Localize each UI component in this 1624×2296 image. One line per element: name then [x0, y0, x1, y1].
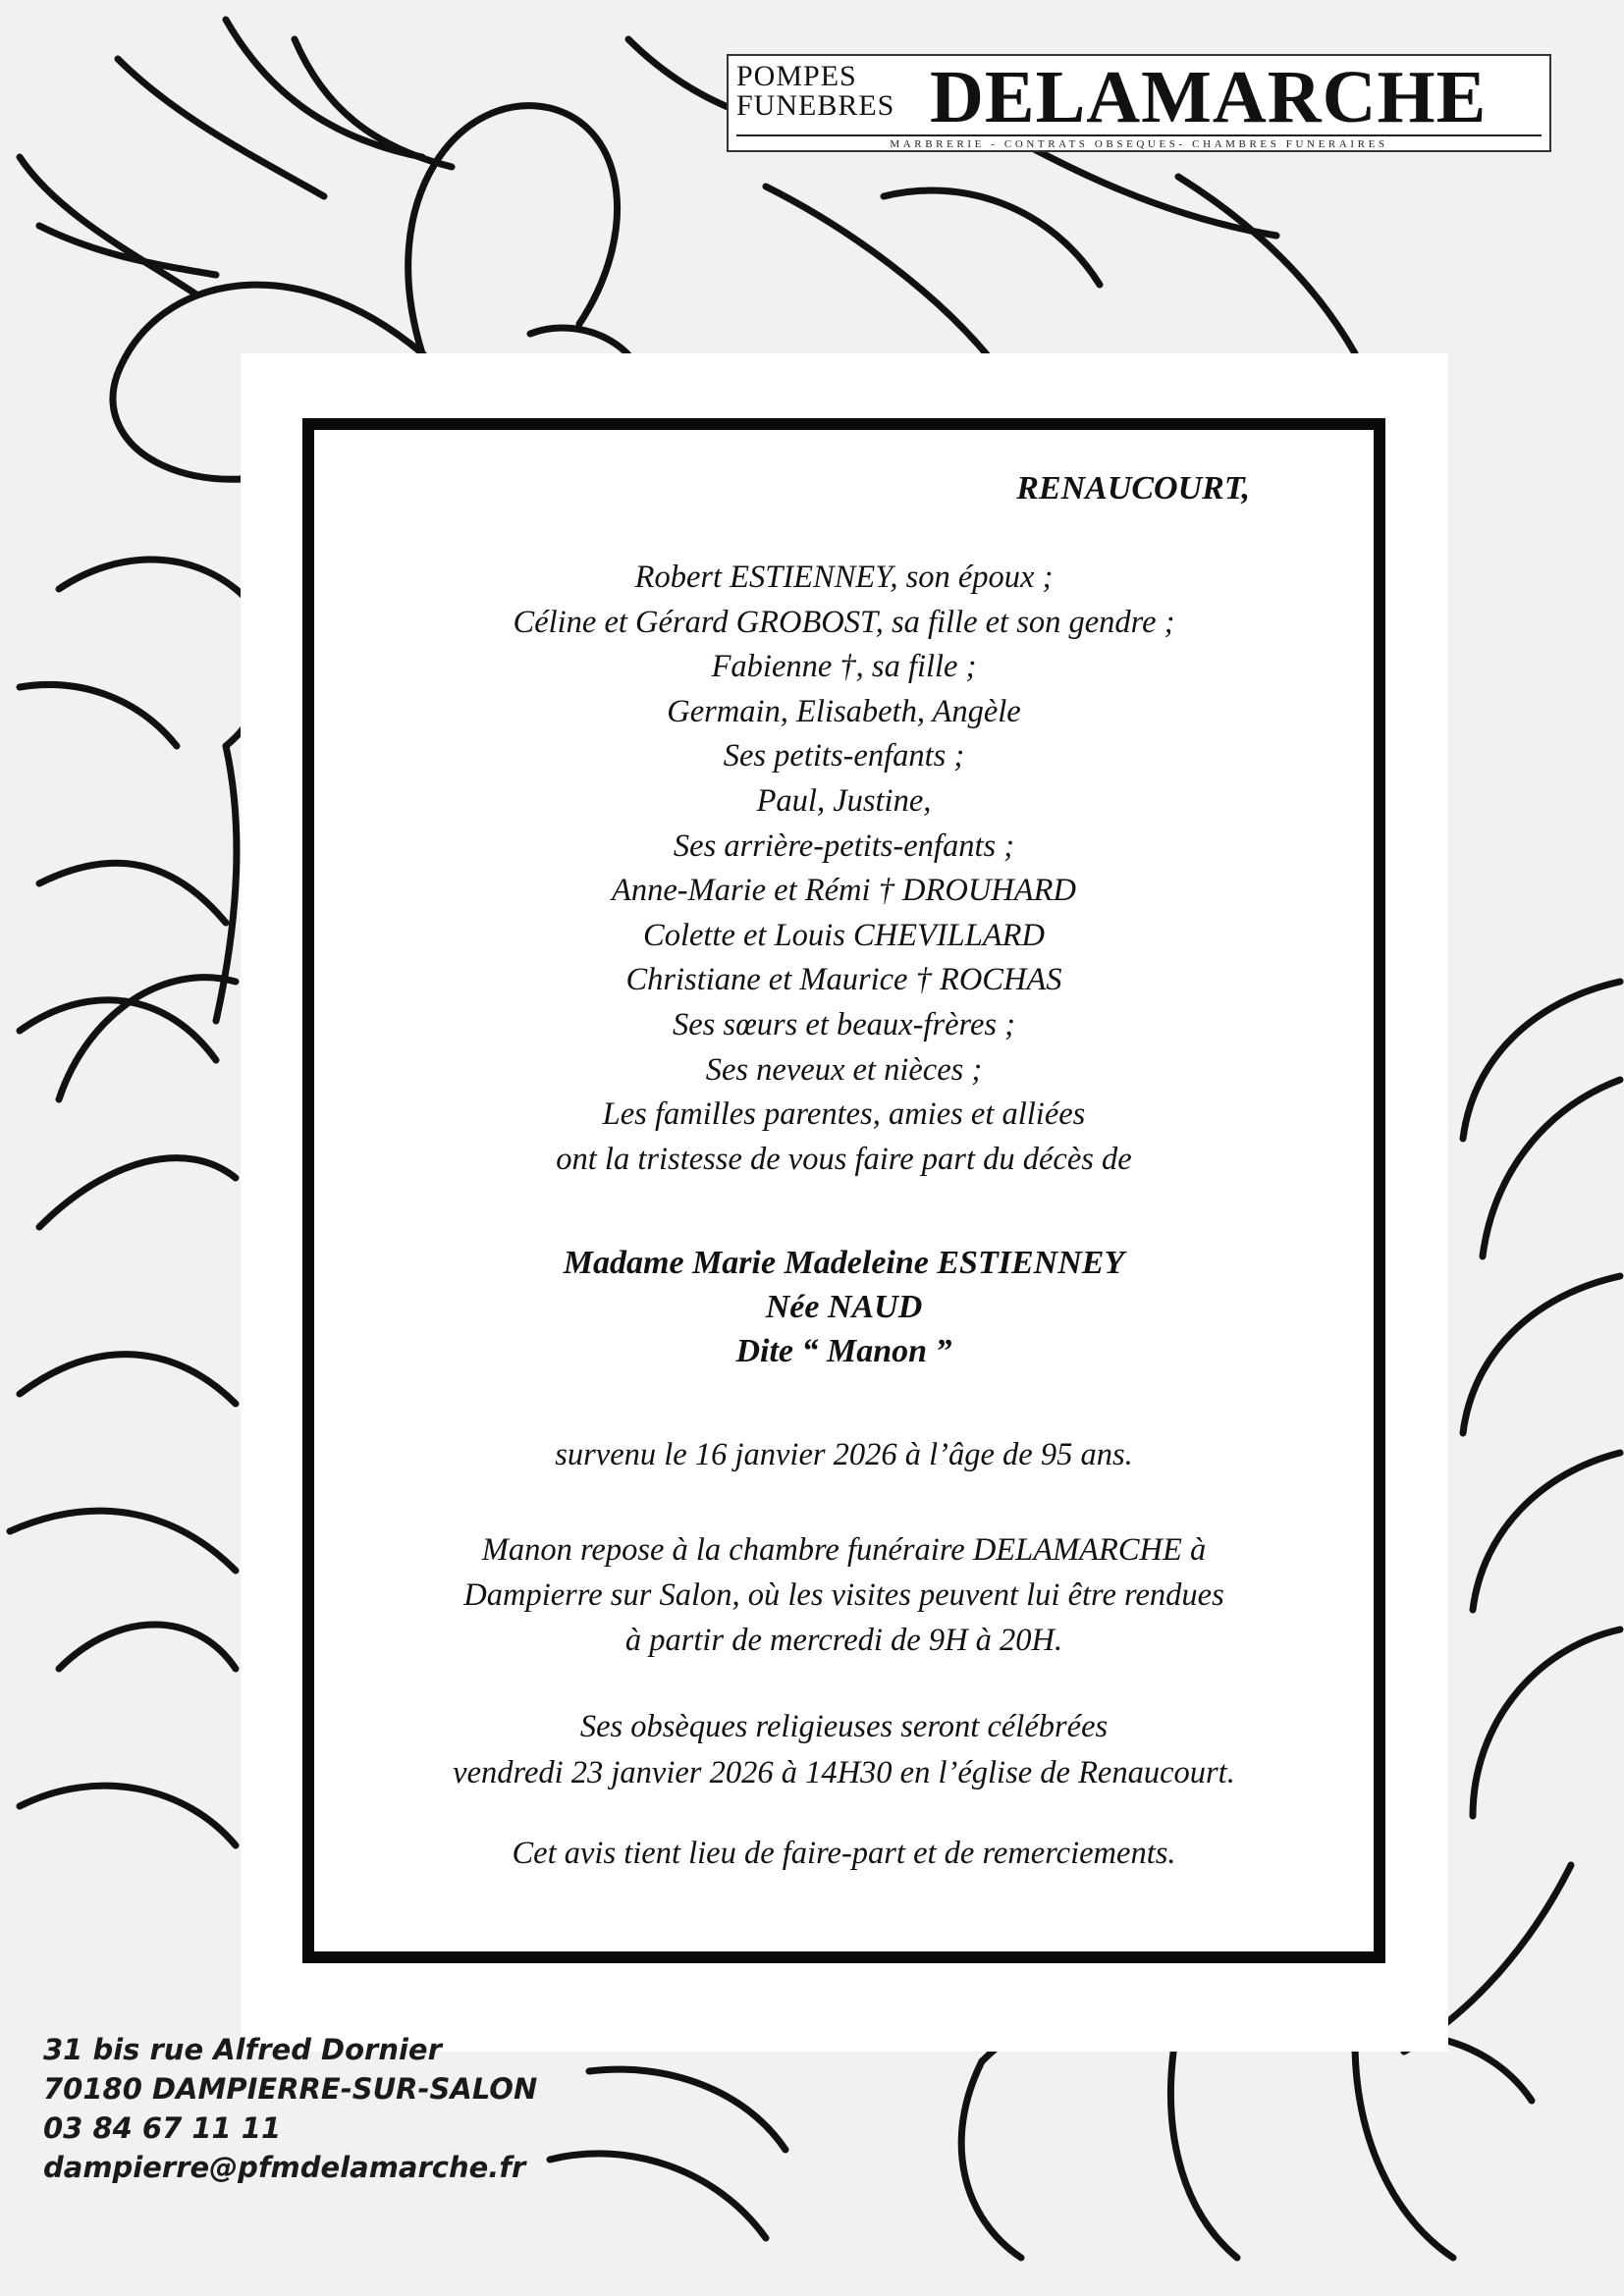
logo-tagline: MARBRERIE - CONTRATS OBSEQUES- CHAMBRES FUNERAIRES [890, 138, 1388, 150]
family-line: Colette et Louis CHEVILLARD [643, 917, 1045, 953]
rest-paragraph [302, 1527, 1385, 1663]
funeral-line: Ses obsèques religieuses seront célébrées [579, 1709, 1109, 1744]
maiden-name: Née NAUD [765, 1289, 923, 1325]
family-line: Ses arrière-petits-enfants ; [673, 828, 1015, 864]
email-address: dampierre@pfmdelamarche.fr [43, 2151, 526, 2184]
family-line: Ses sœurs et beaux-frères ; [672, 1006, 1015, 1042]
contact-footer [43, 2030, 537, 2187]
logo-line-funebres: FUNEBRES [736, 89, 895, 122]
notice-place: RENAUCOURT, [1016, 470, 1250, 507]
rest-line: Manon repose à la chambre funéraire DELAMARCHE à [481, 1532, 1207, 1568]
family-line: ont la tristesse de vous faire part du décès de [556, 1141, 1132, 1177]
address-line: 31 bis rue Alfred Dornier [43, 2033, 442, 2066]
family-list [302, 556, 1385, 1182]
logo-line-pompes: POMPES [736, 60, 857, 92]
deceased-block [302, 1241, 1385, 1373]
family-line: Christiane et Maurice † ROCHAS [625, 962, 1062, 998]
phone-number: 03 84 67 11 11 [43, 2111, 282, 2145]
closing-text: Cet avis tient lieu de faire-part et de remerciements. [512, 1836, 1176, 1871]
family-line: Céline et Gérard GROBOST, sa fille et son gendre ; [513, 604, 1175, 640]
rest-line: Dampierre sur Salon, où les visites peuvent lui être rendues [463, 1577, 1224, 1613]
family-line: Paul, Justine, [756, 782, 932, 819]
family-line: Anne-Marie et Rémi † DROUHARD [612, 873, 1076, 909]
family-line: Robert ESTIENNEY, son époux ; [634, 560, 1054, 595]
funeral-line: vendredi 23 janvier 2026 à 14H30 en l’église de Renaucourt. [453, 1755, 1235, 1790]
family-line: Fabienne †, sa fille ; [711, 649, 977, 685]
family-line: Ses neveux et nièces ; [705, 1051, 983, 1088]
logo-brand-name: DELAMARCHE [930, 56, 1488, 138]
family-line: Les familles parentes, amies et alliées [602, 1096, 1086, 1133]
logo-divider [736, 134, 1542, 136]
nickname: Dite “ Manon ” [735, 1333, 952, 1369]
deceased-name: Madame Marie Madeleine ESTIENNEY [563, 1245, 1125, 1281]
obituary-notice [302, 418, 1385, 1963]
funeral-paragraph [302, 1704, 1385, 1796]
family-line: Ses petits-enfants ; [723, 738, 965, 774]
rest-line: à partir de mercredi de 9H à 20H. [624, 1623, 1063, 1658]
family-line: Germain, Elisabeth, Angèle [667, 693, 1021, 729]
death-date-text: survenu le 16 janvier 2026 à l’âge de 95 ans. [555, 1437, 1133, 1472]
funeral-home-logo [727, 54, 1551, 152]
city-line: 70180 DAMPIERRE-SUR-SALON [43, 2072, 538, 2106]
